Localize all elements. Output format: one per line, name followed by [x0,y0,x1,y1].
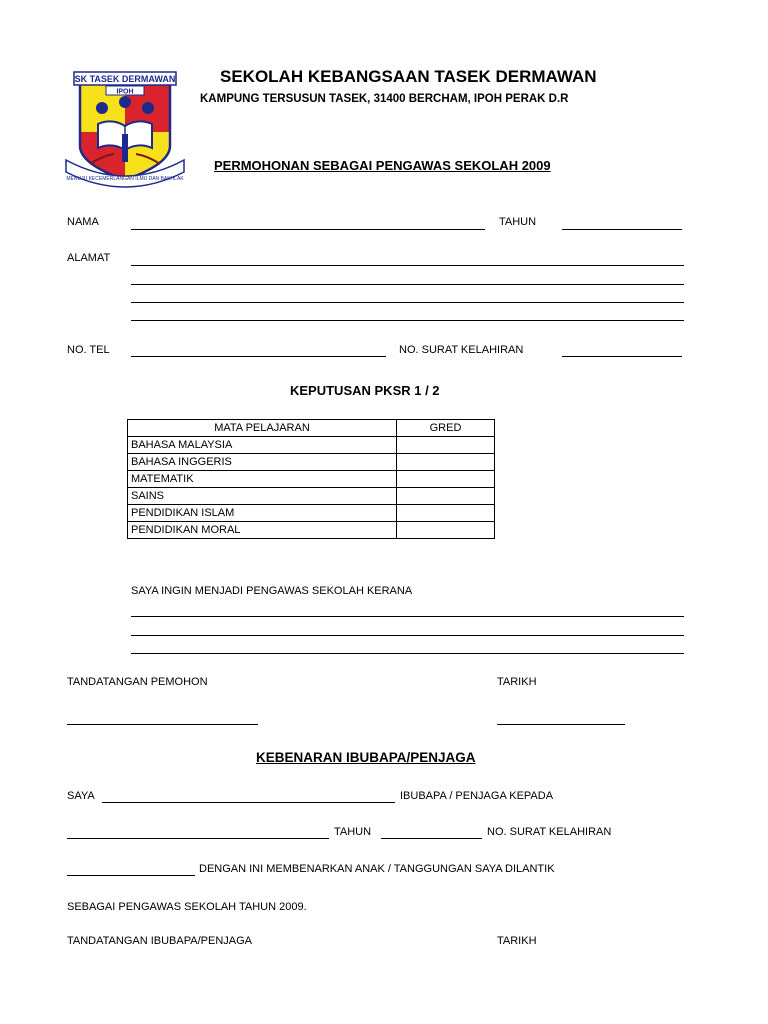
subject-cell: BAHASA MALAYSIA [128,437,397,454]
logo-text-city: IPOH [116,88,134,96]
logo-motto: MENUJU KECEMERLANGAN ILMU DAN BAKHLAK [66,176,184,182]
table-row [128,505,495,522]
parent-ibubapa-label: IBUBAPA / PENJAGA KEPADA [400,790,554,802]
applicant-signature-field[interactable] [67,724,258,725]
alamat-field-line-3[interactable] [131,302,684,303]
school-crest-logo [62,68,188,190]
table-row [128,454,495,471]
parent-dengan-text: DENGAN INI MEMBENARKAN ANAK / TANGGUNGAN SAYA DILANTIK [199,863,555,875]
subject-cell: PENDIDIKAN MORAL [128,522,397,539]
table-header-row [128,420,495,437]
alamat-field-line-1[interactable] [131,265,684,266]
school-name: SEKOLAH KEBANGSAAN TASEK DERMAWAN [220,67,597,86]
table-row [128,437,495,454]
no-tel-label: NO. TEL [67,344,110,356]
table-row [128,488,495,505]
column-header-subject: MATA PELAJARAN [128,420,397,437]
nama-field[interactable] [131,229,485,230]
alamat-field-line-4[interactable] [131,320,684,321]
parent-saya-label: SAYA [67,790,95,802]
form-title: PERMOHONAN SEBAGAI PENGAWAS SEKOLAH 2009 [214,158,551,173]
parent-signature-label: TANDATANGAN IBUBAPA/PENJAGA [67,935,252,947]
applicant-date-label: TARIKH [497,676,537,688]
column-header-grade: GRED [397,420,495,437]
parent-date-label: TARIKH [497,935,537,947]
table-row [128,522,495,539]
parent-no-surat-label: NO. SURAT KELAHIRAN [487,826,612,838]
parent-permission-title: KEBENARAN IBUBAPA/PENJAGA [256,750,476,765]
grade-cell[interactable] [397,454,495,471]
grade-cell[interactable] [397,437,495,454]
alamat-label: ALAMAT [67,252,111,264]
grade-cell[interactable] [397,471,495,488]
subject-cell: BAHASA INGGERIS [128,454,397,471]
subject-cell: SAINS [128,488,397,505]
reason-field-line-2[interactable] [131,635,684,636]
parent-sebagai-text: SEBAGAI PENGAWAS SEKOLAH TAHUN 2009. [67,901,307,913]
tahun-label: TAHUN [499,216,537,228]
reason-field-line-1[interactable] [131,616,684,617]
child-tahun-field[interactable] [381,838,482,839]
parent-tahun-label: TAHUN [334,826,372,838]
school-address: KAMPUNG TERSUSUN TASEK, 31400 BERCHAM, IPOH PERAK D.R [200,93,569,105]
parent-name-field[interactable] [102,802,395,803]
no-surat-field[interactable] [562,356,682,357]
tahun-field[interactable] [562,229,682,230]
table-row [128,471,495,488]
reason-field-line-3[interactable] [131,653,684,654]
grade-cell[interactable] [397,505,495,522]
alamat-field-line-2[interactable] [131,284,684,285]
logo-text-top: SK TASEK DERMAWAN [74,74,176,84]
applicant-signature-label: TANDATANGAN PEMOHON [67,676,208,688]
pksr-title: KEPUTUSAN PKSR 1 / 2 [290,383,440,398]
grade-cell[interactable] [397,522,495,539]
results-table [127,419,495,539]
reason-label: SAYA INGIN MENJADI PENGAWAS SEKOLAH KERANA [131,585,413,597]
subject-cell: MATEMATIK [128,471,397,488]
child-no-surat-field[interactable] [67,875,195,876]
grade-cell[interactable] [397,488,495,505]
no-surat-label: NO. SURAT KELAHIRAN [399,344,524,356]
child-name-field[interactable] [67,838,329,839]
nama-label: NAMA [67,216,99,228]
no-tel-field[interactable] [131,356,386,357]
applicant-date-field[interactable] [497,724,625,725]
subject-cell: PENDIDIKAN ISLAM [128,505,397,522]
